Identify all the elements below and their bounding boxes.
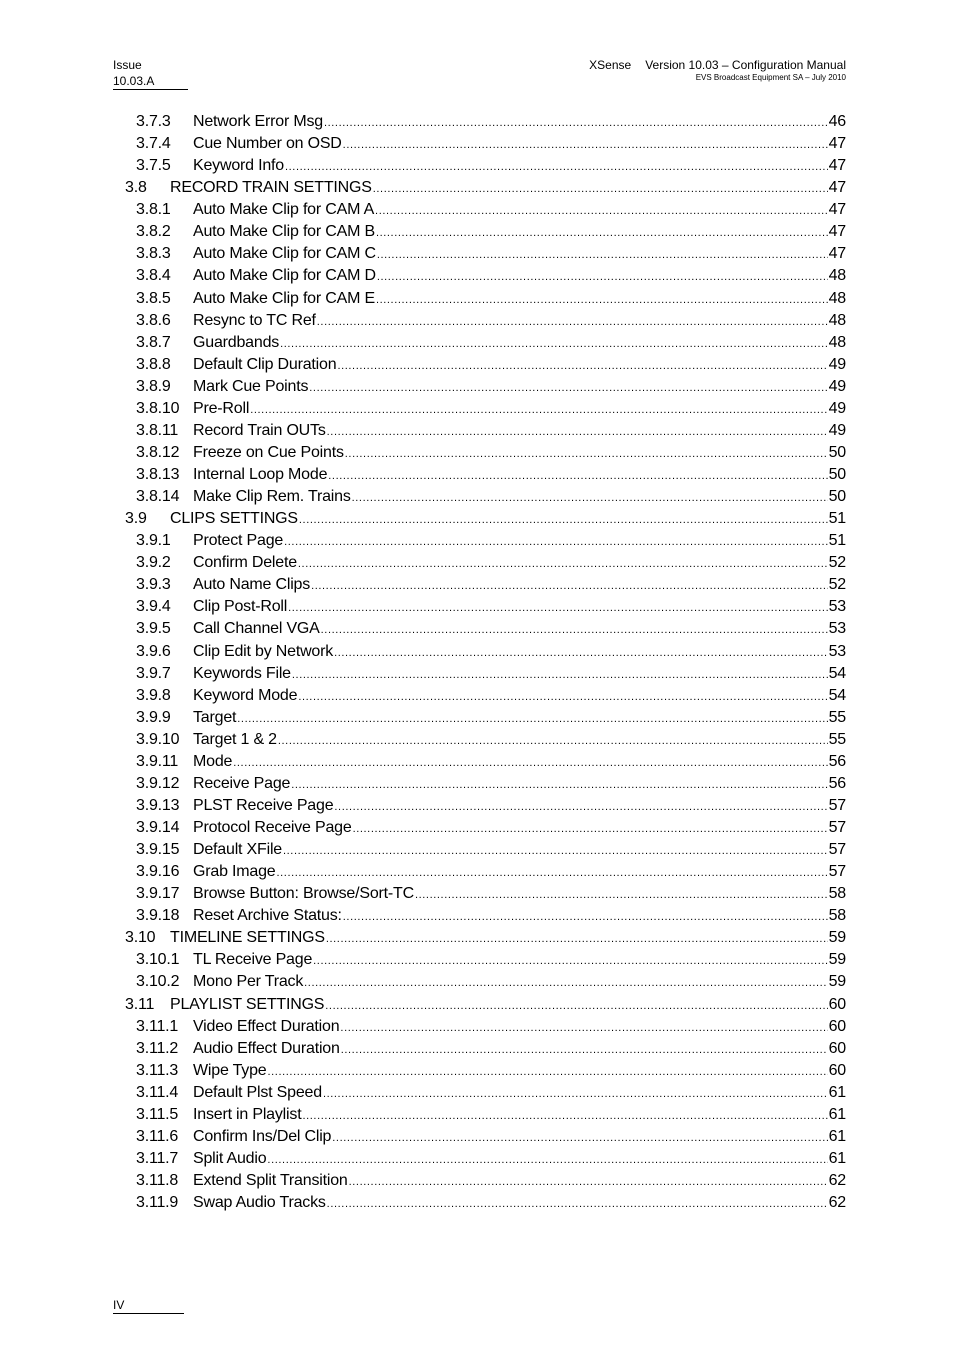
toc-entry[interactable] <box>113 1150 846 1172</box>
toc-entry-number: 3.9.9 <box>136 708 171 726</box>
toc-entry-title: Mark Cue Points <box>193 377 309 395</box>
product-name: XSense <box>589 58 632 72</box>
toc-dot-leader <box>375 205 828 217</box>
toc-dot-leader <box>415 889 828 901</box>
toc-entry[interactable] <box>113 267 846 289</box>
toc-entry[interactable] <box>113 444 846 466</box>
toc-entry-title: Make Clip Rem. Trains <box>193 488 351 506</box>
toc-entry-title: Keyword Mode <box>193 686 298 704</box>
toc-entry-page: 46 <box>828 113 846 130</box>
toc-dot-leader <box>349 1176 828 1188</box>
toc-dot-leader <box>340 1022 827 1034</box>
toc-entry[interactable] <box>113 488 846 510</box>
toc-entry-title: Auto Name Clips <box>193 576 311 594</box>
toc-entry-number: 3.8.12 <box>136 443 180 461</box>
toc-entry-page: 61 <box>828 1105 846 1123</box>
toc-entry-number: 3.9.1 <box>136 532 171 550</box>
toc-entry-title: Default Clip Duration <box>193 355 337 373</box>
toc-dot-leader <box>334 647 828 659</box>
toc-entry-title: Auto Make Clip for CAM A <box>193 201 375 219</box>
toc-entry[interactable] <box>113 1128 846 1150</box>
toc-entry-title: Auto Make Clip for CAM C <box>193 245 376 263</box>
toc-dot-leader <box>324 117 828 129</box>
toc-entry-number: 3.9.11 <box>136 752 179 770</box>
toc-entry-title: Auto Make Clip for CAM D <box>193 267 376 285</box>
toc-entry[interactable] <box>113 797 846 819</box>
toc-entry-number: 3.8.7 <box>136 333 171 351</box>
toc-entry-title: Target 1 & 2 <box>193 730 277 748</box>
toc-entry-title: Grab Image <box>193 863 276 881</box>
toc-entry[interactable] <box>113 709 846 731</box>
toc-dot-leader <box>233 757 827 769</box>
toc-entry-title: PLAYLIST SETTINGS <box>170 995 325 1013</box>
toc-entry-page: 58 <box>828 885 846 903</box>
toc-dot-leader <box>327 426 828 438</box>
toc-dot-leader <box>343 911 828 923</box>
toc-entry-title: Confirm Ins/Del Clip <box>193 1127 332 1145</box>
toc-entry-page: 57 <box>828 841 846 859</box>
toc-entry-number: 3.8.2 <box>136 223 171 241</box>
toc-entry-number: 3.9.8 <box>136 686 171 704</box>
toc-entry-page: 60 <box>828 995 846 1013</box>
toc-entry-page: 50 <box>828 466 846 483</box>
toc-entry-page: 54 <box>828 686 846 704</box>
toc-entry[interactable] <box>113 731 846 753</box>
toc-entry-page: 49 <box>828 355 846 373</box>
toc-entry-page: 47 <box>828 135 846 153</box>
toc-entry-page: 47 <box>828 157 846 175</box>
toc-dot-leader <box>317 316 828 328</box>
toc-dot-leader <box>267 1154 827 1166</box>
toc-entry-number: 3.9.3 <box>136 576 171 594</box>
toc-entry-page: 48 <box>828 289 846 307</box>
toc-entry-page: 49 <box>828 399 846 417</box>
toc-entry-page: 60 <box>828 1039 846 1057</box>
toc-entry[interactable] <box>113 1194 846 1216</box>
toc-entry-page: 57 <box>828 863 846 881</box>
toc-dot-leader <box>334 801 827 813</box>
toc-entry[interactable] <box>113 223 846 245</box>
footer-page-number: IV <box>113 1297 184 1314</box>
toc-entry-title: Freeze on Cue Points <box>193 443 344 461</box>
toc-entry[interactable] <box>113 1106 846 1128</box>
toc-dot-leader <box>323 1088 828 1100</box>
toc-entry-number: 3.9 <box>125 510 147 528</box>
toc-entry-page: 47 <box>828 201 846 219</box>
toc-entry-number: 3.10 <box>125 929 156 947</box>
toc-section-entry[interactable] <box>113 996 846 1018</box>
toc-entry-title: Keyword Info <box>193 157 284 175</box>
toc-entry-title: Network Error Msg <box>193 113 323 130</box>
toc-entry-title: Default Plst Speed <box>193 1083 322 1101</box>
toc-entry-number: 3.11 <box>125 995 155 1013</box>
toc-entry-title: Pre-Roll <box>193 399 250 417</box>
toc-dot-leader <box>332 1132 827 1144</box>
toc-entry-title: Confirm Delete <box>193 554 297 572</box>
toc-entry-number: 3.7.5 <box>136 157 171 175</box>
toc-entry-page: 59 <box>828 951 846 969</box>
toc-entry[interactable] <box>113 951 846 973</box>
toc-entry[interactable] <box>113 554 846 576</box>
toc-entry[interactable] <box>113 1062 846 1084</box>
toc-entry-title: Record Train OUTs <box>193 421 326 439</box>
toc-entry[interactable] <box>113 378 846 400</box>
issue-label: Issue <box>113 58 142 72</box>
manual-title: Version 10.03 – Configuration Manual <box>645 58 846 72</box>
toc-entry-number: 3.11.1 <box>136 1017 179 1035</box>
toc-entry[interactable] <box>113 819 846 841</box>
toc-entry[interactable] <box>113 312 846 334</box>
publisher-line: EVS Broadcast Equipment SA – July 2010 <box>695 73 846 82</box>
toc-entry-page: 58 <box>828 907 846 925</box>
toc-entry[interactable] <box>113 201 846 223</box>
toc-entry-title: CLIPS SETTINGS <box>170 510 298 528</box>
toc-entry-number: 3.11.9 <box>136 1194 179 1212</box>
toc-dot-leader <box>302 1110 827 1122</box>
toc-section-entry[interactable] <box>113 510 846 532</box>
toc-entry[interactable] <box>113 687 846 709</box>
toc-dot-leader <box>278 735 828 747</box>
toc-entry[interactable] <box>113 135 846 157</box>
toc-entry-title: Extend Split Transition <box>193 1172 348 1189</box>
toc-entry-page: 52 <box>828 554 846 572</box>
toc-entry-number: 3.11.6 <box>136 1127 179 1145</box>
toc-entry-number: 3.11.2 <box>136 1039 179 1057</box>
header-title-line <box>589 57 846 73</box>
toc-entry-number: 3.8.5 <box>136 289 171 307</box>
toc-entry-number: 3.9.5 <box>136 620 171 638</box>
toc-entry-page: 48 <box>828 311 846 329</box>
toc-dot-leader <box>280 338 828 350</box>
toc-dot-leader <box>304 977 827 989</box>
toc-dot-leader <box>283 845 828 857</box>
toc-dot-leader <box>376 227 828 239</box>
toc-entry-page: 57 <box>828 796 846 814</box>
toc-entry-number: 3.9.17 <box>136 885 180 903</box>
toc-section-entry[interactable] <box>113 929 846 951</box>
toc-entry-title: Auto Make Clip for CAM B <box>193 223 375 241</box>
toc-entry[interactable] <box>113 422 846 444</box>
toc-entry-page: 50 <box>828 443 846 461</box>
toc-entry-title: Audio Effect Duration <box>193 1039 340 1057</box>
toc-entry-page: 61 <box>828 1083 846 1101</box>
toc-entry[interactable] <box>113 576 846 598</box>
toc-entry-number: 3.11.7 <box>136 1149 179 1167</box>
toc-entry-page: 59 <box>828 973 846 991</box>
toc-section-entry[interactable] <box>113 179 846 201</box>
toc-entry-title: Guardbands <box>193 333 280 351</box>
toc-dot-leader <box>353 823 828 835</box>
toc-entry[interactable] <box>113 885 846 907</box>
toc-entry-number: 3.11.8 <box>136 1172 179 1189</box>
toc-entry-page: 53 <box>828 620 846 638</box>
toc-dot-leader <box>341 1044 828 1056</box>
toc-entry-page: 60 <box>828 1061 846 1079</box>
toc-entry-page: 51 <box>828 510 846 528</box>
toc-entry-title: TL Receive Page <box>193 951 313 969</box>
toc-entry[interactable] <box>113 598 846 620</box>
toc-entry[interactable] <box>113 775 846 797</box>
toc-dot-leader <box>325 1000 827 1012</box>
toc-entry-number: 3.9.18 <box>136 907 180 925</box>
toc-entry-page: 62 <box>828 1172 846 1189</box>
toc-entry-page: 49 <box>828 377 846 395</box>
toc-entry-title: Split Audio <box>193 1149 267 1167</box>
toc-entry-number: 3.10.1 <box>136 951 180 969</box>
toc-entry-number: 3.8 <box>125 179 147 197</box>
toc-entry[interactable] <box>113 1172 846 1194</box>
toc-entry-number: 3.11.3 <box>136 1061 179 1079</box>
toc-dot-leader <box>343 139 828 151</box>
toc-entry-page: 48 <box>828 333 846 351</box>
toc-entry-title: Mode <box>193 752 233 770</box>
toc-entry[interactable] <box>113 290 846 312</box>
toc-entry-title: Clip Post-Roll <box>193 598 288 616</box>
toc-entry-title: RECORD TRAIN SETTINGS <box>170 179 372 197</box>
toc-dot-leader <box>377 271 828 283</box>
toc-entry[interactable] <box>113 753 846 775</box>
toc-dot-leader <box>345 448 828 460</box>
toc-entry-number: 3.7.4 <box>136 135 171 153</box>
toc-entry-number: 3.11.5 <box>136 1105 179 1123</box>
toc-entry-title: Resync to TC Ref <box>193 311 316 329</box>
toc-dot-leader <box>292 669 828 681</box>
toc-entry-number: 3.9.12 <box>136 774 180 792</box>
toc-entry-title: Browse Button: Browse/Sort-TC <box>193 885 414 903</box>
toc-entry-title: Insert in Playlist <box>193 1105 302 1123</box>
toc-entry-title: Swap Audio Tracks <box>193 1194 326 1212</box>
toc-entry[interactable] <box>113 841 846 863</box>
toc-dot-leader <box>288 602 827 614</box>
toc-entry-number: 3.8.1 <box>136 201 171 219</box>
toc-dot-leader <box>328 470 827 482</box>
toc-entry-number: 3.8.9 <box>136 377 171 395</box>
header-title-block <box>589 57 846 83</box>
toc-entry[interactable] <box>113 665 846 687</box>
toc-entry[interactable] <box>113 532 846 554</box>
toc-entry-number: 3.9.14 <box>136 819 180 836</box>
toc-dot-leader <box>299 514 828 526</box>
toc-dot-leader <box>298 558 828 570</box>
toc-entry-number: 3.9.10 <box>136 730 180 748</box>
toc-entry-number: 3.9.15 <box>136 841 180 859</box>
toc-entry-title: Protocol Receive Page <box>193 819 352 836</box>
toc-entry-title: Protect Page <box>193 532 284 550</box>
toc-dot-leader <box>250 404 827 416</box>
toc-entry-number: 3.8.10 <box>136 399 180 417</box>
toc-entry-page: 47 <box>828 179 846 197</box>
toc-entry-page: 53 <box>828 642 846 660</box>
toc-entry[interactable] <box>113 643 846 665</box>
toc-dot-leader <box>326 933 828 945</box>
toc-entry[interactable] <box>113 334 846 356</box>
toc-dot-leader <box>337 360 827 372</box>
toc-entry-page: 61 <box>828 1127 846 1145</box>
toc-dot-leader <box>237 713 827 725</box>
toc-entry[interactable] <box>113 1084 846 1106</box>
toc-entry-title: Receive Page <box>193 774 291 792</box>
toc-entry-page: 56 <box>828 752 846 770</box>
toc-entry-page: 55 <box>828 708 846 726</box>
toc-dot-leader <box>352 492 828 504</box>
toc-entry-page: 53 <box>828 598 846 616</box>
toc-entry-title: Wipe Type <box>193 1061 267 1079</box>
toc-entry-title: Auto Make Clip for CAM E <box>193 289 375 307</box>
toc-entry-number: 3.8.4 <box>136 267 171 285</box>
toc-entry-title: Video Effect Duration <box>193 1017 340 1035</box>
toc-entry-number: 3.11.4 <box>136 1083 179 1101</box>
toc-dot-leader <box>313 955 827 967</box>
toc-entry[interactable] <box>113 466 846 488</box>
toc-dot-leader <box>277 867 828 879</box>
toc-dot-leader <box>311 580 828 592</box>
toc-entry-number: 3.7.3 <box>136 113 171 130</box>
toc-dot-leader <box>321 624 828 636</box>
toc-entry-number: 3.8.6 <box>136 311 171 329</box>
toc-entry-page: 52 <box>828 576 846 594</box>
toc-entry-number: 3.8.8 <box>136 355 171 373</box>
toc-entry[interactable] <box>113 1040 846 1062</box>
toc-entry[interactable] <box>113 245 846 267</box>
toc-entry-number: 3.9.4 <box>136 598 171 616</box>
toc-entry-title: Call Channel VGA <box>193 620 320 638</box>
toc-dot-leader <box>309 382 827 394</box>
toc-entry[interactable] <box>113 1018 846 1040</box>
toc-entry-number: 3.8.3 <box>136 245 171 263</box>
toc-dot-leader <box>291 779 827 791</box>
toc-dot-leader <box>298 691 827 703</box>
toc-entry-page: 56 <box>828 774 846 792</box>
toc-entry-page: 62 <box>828 1194 846 1212</box>
toc-dot-leader <box>327 1198 828 1210</box>
toc-entry-page: 49 <box>828 421 846 439</box>
toc-entry-title: Reset Archive Status: <box>193 907 342 925</box>
toc-entry-number: 3.9.16 <box>136 863 180 881</box>
toc-dot-leader <box>285 161 828 173</box>
toc-entry-number: 3.8.14 <box>136 488 180 506</box>
toc-entry-page: 57 <box>828 819 846 836</box>
toc-entry-title: TIMELINE SETTINGS <box>170 929 325 947</box>
toc-entry-number: 3.9.2 <box>136 554 171 572</box>
toc-entry[interactable] <box>113 620 846 642</box>
toc-entry-title: Cue Number on OSD <box>193 135 342 153</box>
toc-entry-number: 3.9.13 <box>136 796 180 814</box>
toc-entry-number: 3.9.7 <box>136 664 171 682</box>
toc-entry-title: PLST Receive Page <box>193 796 334 814</box>
toc-entry[interactable] <box>113 400 846 422</box>
toc-entry-page: 51 <box>828 532 846 550</box>
toc-entry-title: Clip Edit by Network <box>193 642 334 660</box>
toc-entry-page: 54 <box>828 664 846 682</box>
toc-entry[interactable] <box>113 157 846 179</box>
toc-entry-page: 61 <box>828 1149 846 1167</box>
toc-entry-number: 3.10.2 <box>136 973 180 991</box>
toc-entry-title: Default XFile <box>193 841 282 859</box>
toc-dot-leader <box>377 249 828 261</box>
toc-entry-title: Internal Loop Mode <box>193 466 328 483</box>
toc-entry-page: 50 <box>828 488 846 506</box>
toc-entry[interactable] <box>113 973 846 995</box>
header-issue <box>113 57 188 90</box>
table-of-contents <box>113 113 846 1216</box>
toc-entry-page: 55 <box>828 730 846 748</box>
toc-dot-leader <box>376 294 828 306</box>
issue-value: 10.03.A <box>113 73 188 90</box>
toc-entry[interactable] <box>113 907 846 929</box>
toc-dot-leader <box>268 1066 828 1078</box>
toc-entry[interactable] <box>113 863 846 885</box>
toc-entry-number: 3.8.13 <box>136 466 180 483</box>
toc-entry-page: 47 <box>828 223 846 241</box>
toc-entry-page: 60 <box>828 1017 846 1035</box>
toc-entry-title: Keywords File <box>193 664 291 682</box>
toc-entry-page: 48 <box>828 267 846 285</box>
toc-entry[interactable] <box>113 356 846 378</box>
toc-dot-leader <box>373 183 828 195</box>
toc-entry-number: 3.9.6 <box>136 642 171 660</box>
toc-entry-title: Mono Per Track <box>193 973 304 991</box>
toc-entry-title: Target <box>193 708 237 726</box>
toc-entry[interactable] <box>113 113 846 135</box>
toc-entry-page: 47 <box>828 245 846 263</box>
toc-entry-number: 3.8.11 <box>136 421 179 439</box>
toc-entry-page: 59 <box>828 929 846 947</box>
toc-dot-leader <box>284 536 827 548</box>
